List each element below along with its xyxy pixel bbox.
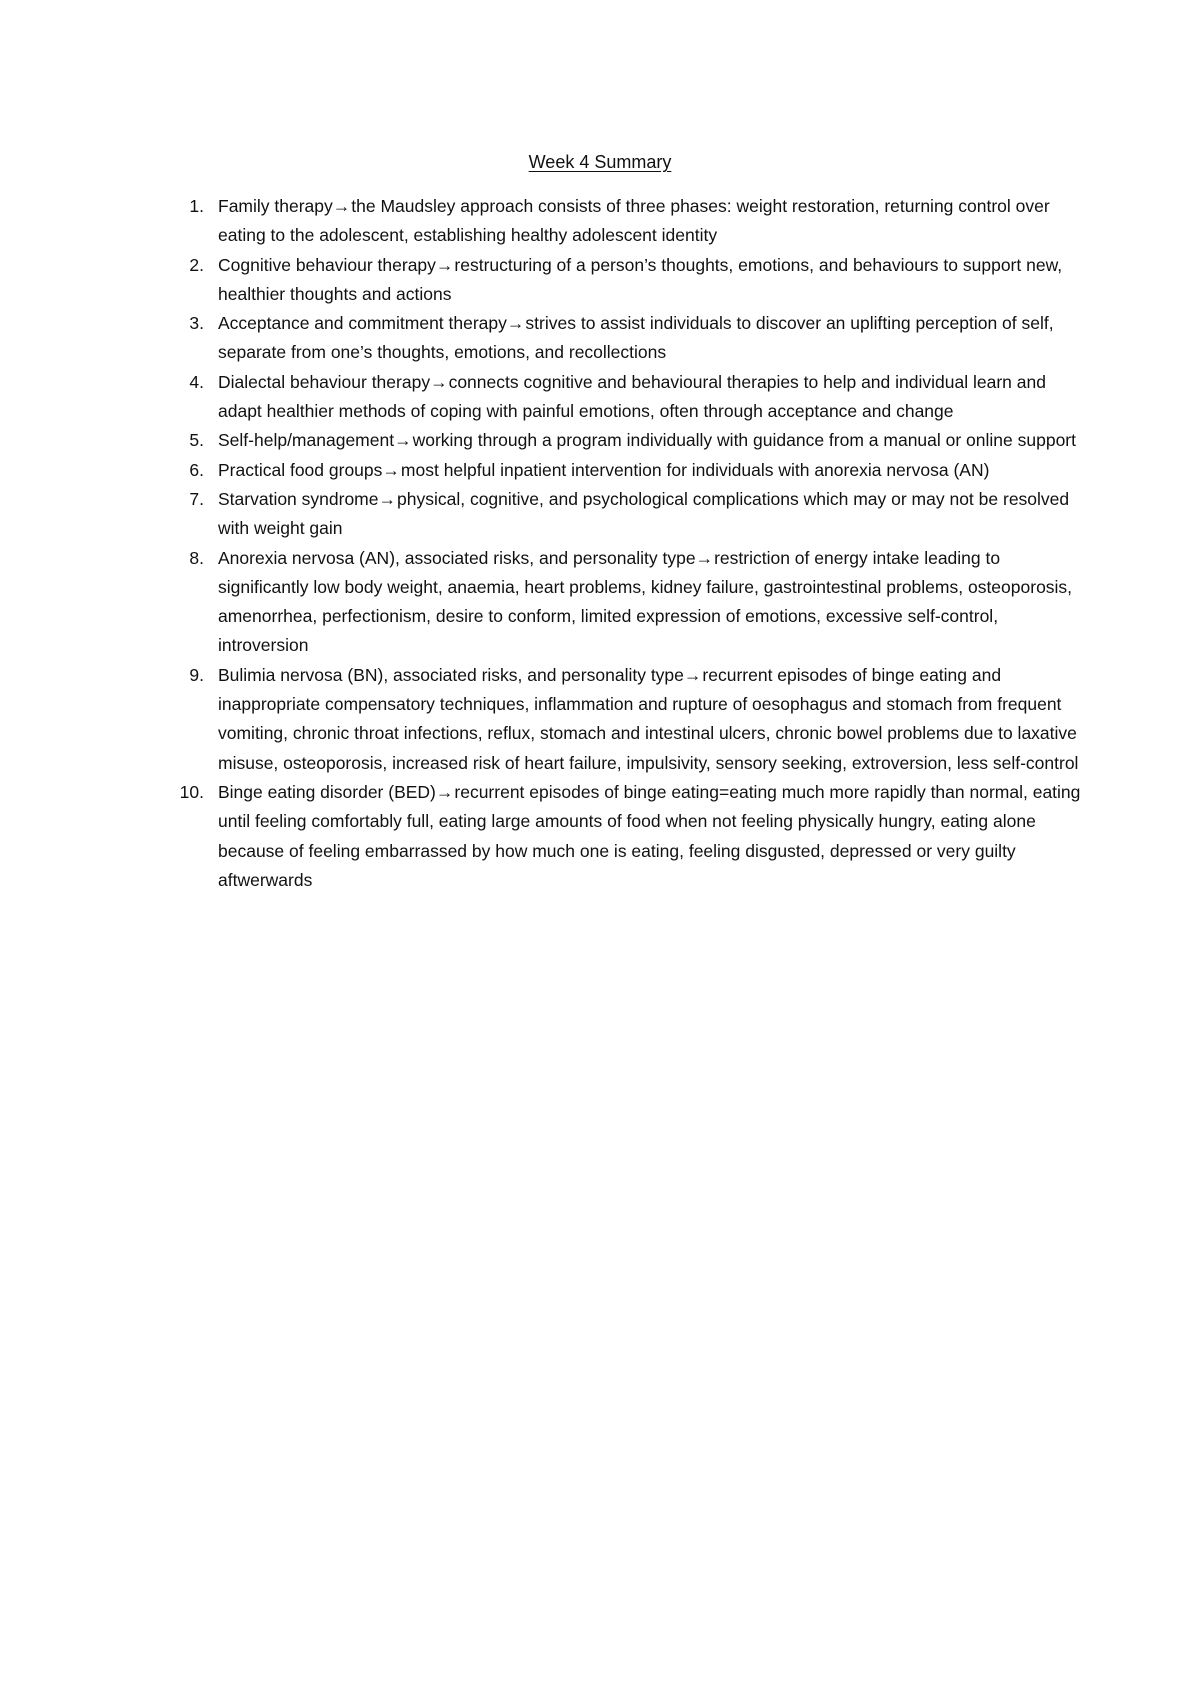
list-item	[152, 192, 1082, 251]
list-item-number: 4.	[189, 371, 204, 392]
list-item	[152, 251, 1082, 310]
list-item	[152, 309, 1082, 368]
list-item	[152, 778, 1082, 895]
list-item-number: 9.	[189, 664, 204, 685]
arrow-right-icon: →	[394, 430, 412, 451]
list-item-text: recurrent episodes of binge eating and inappropriate compensatory techniques, inflammation and rupture of oesophagus and stomach from frequent vomiting, chronic throat infections, reflux, stomach and intestinal ulcers, chronic bowel problems due to laxative misuse, osteoporosis, increased risk of heart failure, impulsivity, sensory seeking, extroversion, less self-control	[218, 664, 1079, 773]
list-item-text: connects cognitive and behavioural therapies to help and individual learn and adapt healthier methods of coping with painful emotions, often through acceptance and change	[218, 371, 1046, 422]
arrow-right-icon: →	[695, 547, 714, 568]
list-item-text: physical, cognitive, and psychological complications which may or may not be resolved with weight gain	[218, 488, 1070, 539]
list-item-term: Practical food groups	[218, 459, 383, 480]
list-item-term: Anorexia nervosa (AN), associated risks, and personality type	[218, 547, 696, 568]
list-item-number: 10.	[179, 781, 204, 802]
list-item-text: restriction of energy intake leading to significantly low body weight, anaemia, heart problems, kidney failure, gastrointestinal problems, osteoporosis, amenorrhea, perfectionism, desire to conform, limited expression of emotions, excessive self-control, introversion	[218, 547, 1073, 656]
list-item-number: 7.	[189, 488, 204, 509]
list-item-number: 5.	[189, 430, 204, 451]
list-item-term: Acceptance and commitment therapy	[218, 313, 507, 334]
summary-list	[152, 192, 1082, 895]
list-item-text: most helpful inpatient intervention for individuals with anorexia nervosa (AN)	[400, 459, 990, 480]
list-item-term: Dialectal behaviour therapy	[218, 371, 431, 392]
list-item	[152, 426, 1082, 455]
list-item-number: 6.	[189, 459, 204, 480]
list-item-number: 3.	[189, 313, 204, 334]
list-item-text: restructuring of a person’s thoughts, emotions, and behaviours to support new, healthier thoughts and actions	[218, 254, 1063, 304]
list-item-number: 8.	[189, 547, 204, 568]
list-item-number: 1.	[189, 196, 204, 216]
list-item-term: Starvation syndrome	[218, 488, 379, 509]
list-item-text: the Maudsley approach consists of three phases: weight restoration, returning control over eating to the adolescent, establishing healthy adolescent identity	[218, 196, 1050, 246]
list-item-term: Bulimia nervosa (BN), associated risks, and personality type	[218, 664, 684, 685]
list-item	[152, 368, 1082, 427]
arrow-right-icon: →	[332, 196, 351, 216]
list-item-number: 2.	[189, 254, 204, 275]
arrow-right-icon: →	[683, 664, 702, 685]
arrow-right-icon: →	[378, 488, 396, 509]
list-item-term: Family therapy	[218, 196, 333, 216]
arrow-right-icon: →	[506, 313, 525, 334]
list-item	[152, 485, 1082, 544]
list-item	[152, 456, 1082, 485]
list-item	[152, 544, 1082, 661]
document-title: Week 4 Summary	[528, 152, 672, 172]
list-item-text: recurrent episodes of binge eating=eating much more rapidly than normal, eating until feeling comfortably full, eating large amounts of food when not feeling physically hungry, eating alone because of feeling embarrassed by how much one is eating, feeling disgusted, depressed or very guilty aftwerwards	[218, 781, 1081, 890]
arrow-right-icon: →	[435, 254, 454, 275]
arrow-right-icon: →	[435, 781, 454, 802]
list-item-term: Binge eating disorder (BED)	[218, 781, 436, 802]
list-item-text: strives to assist individuals to discover an uplifting perception of self, separate from one’s thoughts, emotions, and recollections	[218, 313, 1054, 363]
list-item	[152, 661, 1082, 778]
arrow-right-icon: →	[382, 459, 400, 480]
list-item-term: Self-help/management	[218, 430, 395, 451]
arrow-right-icon: →	[430, 371, 448, 392]
list-item-term: Cognitive behaviour therapy	[218, 254, 436, 275]
list-item-text: working through a program individually with guidance from a manual or online support	[412, 430, 1076, 451]
